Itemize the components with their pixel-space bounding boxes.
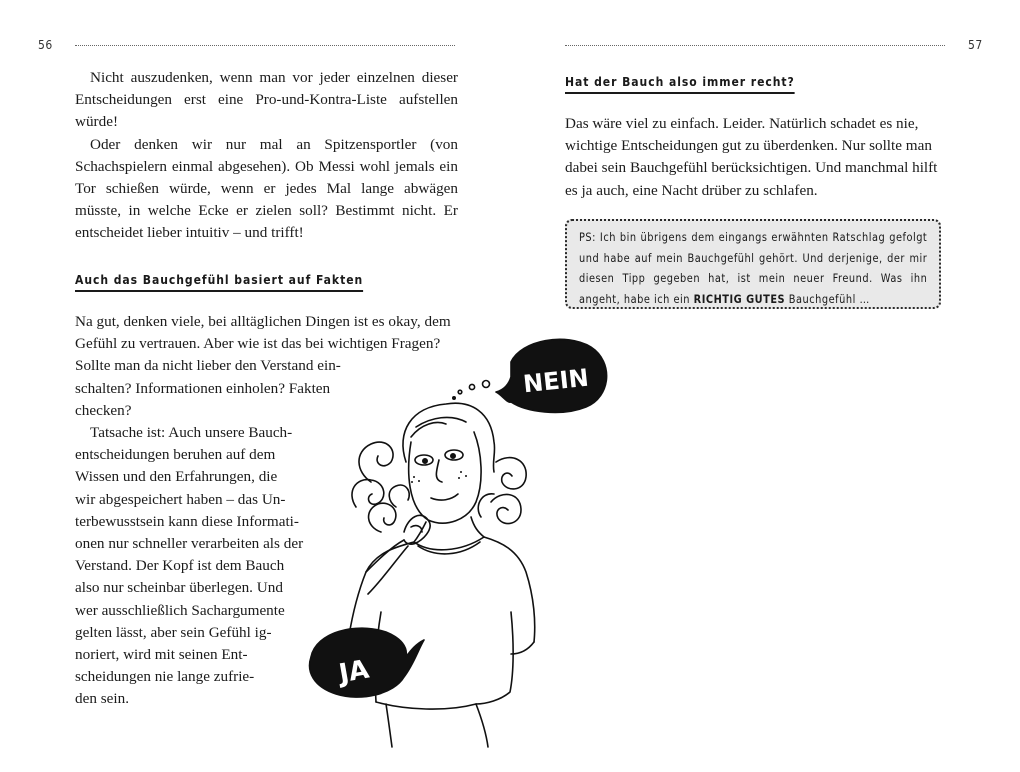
text-line: wir abgespeichert haben – das Un- bbox=[75, 490, 286, 508]
text-line: scheidungen nie lange zufrie- bbox=[75, 668, 255, 686]
text-line: Verstand. Der Kopf ist dem Bauch bbox=[75, 557, 285, 575]
paragraph: Nicht auszudenken, wenn man vor jeder einzelnen dieser Entscheidungen erst eine Pro-und-Kontra-Liste aufstellen würde! bbox=[75, 69, 458, 131]
text-line: den sein. bbox=[75, 690, 129, 708]
right-body-text bbox=[565, 113, 948, 202]
ps-text-emphasis: RICHTIG GUTES bbox=[693, 291, 786, 306]
section-heading-left: Auch das Bauchgefühl basiert auf Fakten bbox=[75, 272, 363, 292]
text-line: schalten? Informationen einholen? Fakten bbox=[75, 379, 331, 397]
ja-speech-bubble bbox=[310, 628, 424, 697]
text-line: also nur scheinbar überlegen. Und bbox=[75, 579, 283, 597]
text-line: Das wäre viel zu einfach. Leider. Natürlich schadet es nie, bbox=[565, 115, 919, 132]
text-line: wichtige Entscheidungen gut zu überdenken. Nur sollte man bbox=[565, 137, 932, 155]
text-line: entscheidungen beruhen auf dem bbox=[75, 446, 276, 464]
header-dotted-rule-right bbox=[565, 45, 945, 46]
paragraph bbox=[565, 113, 948, 202]
text-line: checken? bbox=[75, 401, 132, 419]
paragraph: Oder denken wir nur mal an Spitzensportler (von Schachspielern einmal abgesehen). Ob Messi wohl jemals ein Tor schießen würde, wenn er jedes Mal lange abwägen müsste, in welche Ecke er zielen soll? Bestimmt nicht. Er entscheidet lieber intuitiv – und trifft! bbox=[75, 135, 458, 242]
page-number-right: 57 bbox=[968, 38, 983, 52]
ja-label: JA bbox=[336, 654, 372, 690]
text-line: wer ausschließlich Sachargumente bbox=[75, 601, 285, 619]
ps-text bbox=[579, 227, 927, 309]
text-line: es ja auch, eine Nacht drüber zu schlafen. bbox=[565, 181, 818, 199]
text-line: Sollte man da nicht lieber den Verstand ein- bbox=[75, 357, 341, 375]
text-line: Wissen und den Erfahrungen, die bbox=[75, 468, 278, 486]
section-heading-right: Hat der Bauch also immer recht? bbox=[565, 74, 795, 94]
text-line: Gefühl zu vertrauen. Aber wie ist das bei wichtigen Fragen? bbox=[75, 335, 441, 353]
header-dotted-rule-left bbox=[75, 45, 455, 46]
text-line: noriert, wird mit seinen Ent- bbox=[75, 646, 248, 664]
ps-callout-box bbox=[565, 219, 941, 309]
page-number-left: 56 bbox=[38, 38, 53, 52]
text-line: gelten lässt, aber sein Gefühl ig- bbox=[75, 623, 272, 641]
text-line: Na gut, denken viele, bei alltäglichen Dingen ist es okay, dem bbox=[75, 313, 451, 330]
text-line: dabei sein Bauchgefühl berücksichtigen. Und manchmal hilft bbox=[565, 159, 938, 177]
nein-label: NEIN bbox=[521, 363, 590, 399]
nein-speech-bubble bbox=[496, 339, 607, 412]
text-line: onen nur schneller verarbeiten als der bbox=[75, 535, 304, 553]
text-line: Tatsache ist: Auch unsere Bauch- bbox=[90, 424, 293, 442]
ps-text-end: Bauchgefühl … bbox=[785, 291, 870, 306]
girl-illustration bbox=[296, 332, 616, 752]
ps-text-start: PS: Ich bin übrigens dem eingangs erwähnten Ratschlag gefolgt und habe auf mein Bauchgefühl gehört. Und derjenige, der mir diesen Tipp gegeben hat, ist mein neuer Freund. Was ihn angeht, habe ich ein bbox=[579, 230, 928, 306]
text-line: terbewusstsein kann diese Informati- bbox=[75, 512, 299, 530]
left-intro-text bbox=[75, 67, 458, 245]
